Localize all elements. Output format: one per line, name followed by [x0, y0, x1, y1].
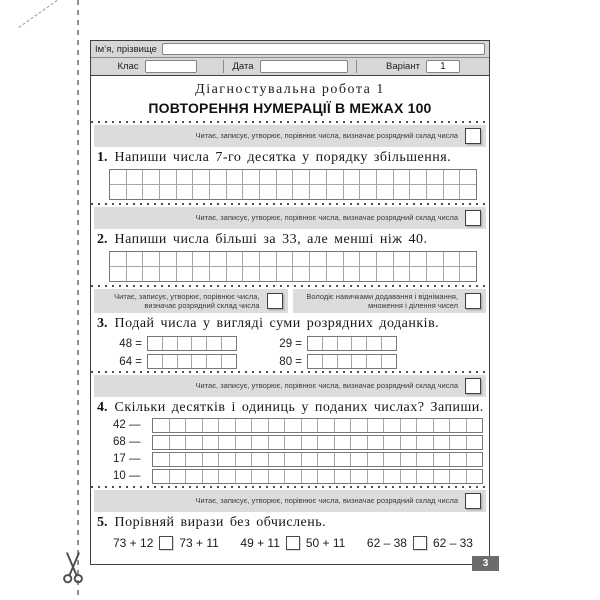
grid-cell[interactable] [367, 337, 381, 350]
grid-cell[interactable] [203, 419, 219, 432]
grid-cell[interactable] [219, 419, 235, 432]
expression-left: 49 + 11 [240, 535, 280, 550]
grid-cell[interactable] [377, 170, 393, 184]
grid-cell[interactable] [227, 267, 243, 281]
class-cell [91, 60, 223, 73]
grid-cell[interactable] [219, 436, 235, 449]
grid-cell[interactable] [368, 419, 384, 432]
task-text: Порівняй вирази без обчислень. [114, 514, 327, 530]
skill-text: Читає, записує, утворює, порівнює числа, визначає розрядний склад числа [195, 496, 458, 506]
grid-cell[interactable] [153, 453, 169, 466]
grid-cell[interactable] [394, 267, 410, 281]
grid-cell[interactable] [210, 252, 226, 266]
dotted-separator [91, 203, 489, 205]
date-cell [223, 60, 356, 73]
expression-left: 73 + 12 [113, 535, 154, 550]
skill-checkbox[interactable] [465, 210, 481, 226]
skill-checkbox[interactable] [465, 493, 481, 509]
grid-cell[interactable] [368, 436, 384, 449]
variant-input[interactable]: 1 [426, 60, 460, 73]
grid-cell[interactable] [410, 267, 426, 281]
grid-cell[interactable] [460, 185, 476, 199]
class-input[interactable] [145, 60, 197, 73]
grid-cell[interactable] [467, 453, 483, 466]
grid-cell[interactable] [186, 436, 202, 449]
grid-cell[interactable] [335, 419, 351, 432]
grid-cell[interactable] [427, 170, 443, 184]
grid-cell[interactable] [344, 267, 360, 281]
grid-cell[interactable] [127, 185, 143, 199]
grid-cell[interactable] [444, 252, 460, 266]
grid-cell[interactable] [401, 419, 417, 432]
grid-cell[interactable] [450, 419, 466, 432]
grid-cell[interactable] [384, 419, 400, 432]
grid-cell[interactable] [170, 470, 186, 483]
grid-cell[interactable] [219, 470, 235, 483]
grid-cell[interactable] [401, 436, 417, 449]
task-number: 2. [97, 231, 108, 247]
grid-cell[interactable] [318, 436, 334, 449]
grid-cell[interactable] [293, 170, 309, 184]
expression-left: 62 – 38 [366, 535, 407, 550]
dotted-separator [91, 121, 489, 123]
grid-cell[interactable] [335, 436, 351, 449]
answer-grid-80[interactable] [307, 354, 397, 369]
grid-cell[interactable] [417, 470, 433, 483]
grid-cell[interactable] [252, 470, 268, 483]
grid-cell[interactable] [160, 185, 176, 199]
grid-cell[interactable] [236, 453, 252, 466]
class-date-variant-row [91, 57, 489, 75]
task-1-heading [91, 149, 489, 168]
comparison-group [367, 536, 473, 550]
grid-cell[interactable] [153, 436, 169, 449]
grid-cell[interactable] [269, 436, 285, 449]
grid-cell[interactable] [427, 267, 443, 281]
grid-cell[interactable] [207, 355, 221, 368]
grid-cell[interactable] [427, 252, 443, 266]
grid-cell[interactable] [323, 355, 337, 368]
grid-cell[interactable] [310, 185, 326, 199]
grid-cell[interactable] [178, 355, 192, 368]
grid-cell[interactable] [243, 185, 259, 199]
grid-cell[interactable] [302, 419, 318, 432]
expression-right: 73 + 11 [179, 535, 219, 550]
grid-cell[interactable] [460, 252, 476, 266]
grid-cell[interactable] [351, 453, 367, 466]
grid-cell[interactable] [318, 470, 334, 483]
comparison-box[interactable] [286, 536, 300, 550]
grid-cell[interactable] [163, 355, 177, 368]
grid-cell[interactable] [192, 355, 206, 368]
grid-cell[interactable] [177, 170, 193, 184]
grid-cell[interactable] [277, 185, 293, 199]
task-3-heading [91, 315, 489, 334]
grid-cell[interactable] [410, 252, 426, 266]
skill-bar-3-right [293, 289, 487, 314]
grid-cell[interactable] [269, 453, 285, 466]
grid-cell[interactable] [178, 337, 192, 350]
grid-cell[interactable] [302, 436, 318, 449]
grid-cell[interactable] [269, 419, 285, 432]
grid-cell[interactable] [269, 470, 285, 483]
grid-cell[interactable] [434, 470, 450, 483]
grid-cell[interactable] [110, 185, 126, 199]
grid-cell[interactable] [260, 185, 276, 199]
grid-cell[interactable] [127, 267, 143, 281]
grid-cell[interactable] [177, 185, 193, 199]
grid-cell[interactable] [277, 252, 293, 266]
grid-cell[interactable] [293, 252, 309, 266]
grid-cell[interactable] [335, 453, 351, 466]
grid-cell[interactable] [444, 185, 460, 199]
grid-cell[interactable] [153, 419, 169, 432]
grid-cell[interactable] [434, 436, 450, 449]
grid-cell[interactable] [193, 170, 209, 184]
task-number: 1. [97, 150, 108, 165]
grid-cell[interactable] [427, 185, 443, 199]
grid-cell[interactable] [203, 470, 219, 483]
grid-cell[interactable] [318, 453, 334, 466]
grid-cell[interactable] [193, 267, 209, 281]
grid-cell[interactable] [344, 185, 360, 199]
grid-cell[interactable] [193, 252, 209, 266]
grid-cell[interactable] [252, 419, 268, 432]
grid-cell[interactable] [143, 267, 159, 281]
task-4-row [113, 469, 483, 484]
skill-bar-1 [94, 125, 486, 147]
grid-cell[interactable] [368, 470, 384, 483]
answer-grid-29[interactable] [307, 336, 397, 351]
grid-cell[interactable] [260, 170, 276, 184]
grid-cell[interactable] [327, 185, 343, 199]
skill-bar-2 [94, 207, 486, 229]
grid-cell[interactable] [219, 453, 235, 466]
skill-text [114, 292, 259, 311]
grid-cell[interactable] [450, 453, 466, 466]
grid-cell[interactable] [401, 453, 417, 466]
name-label: Ім’я, прізвище [95, 43, 157, 55]
grid-cell[interactable] [203, 453, 219, 466]
page-number-badge: 3 [472, 556, 499, 571]
equation-label: 80 = [279, 355, 302, 368]
grid-cell[interactable] [377, 252, 393, 266]
comparison-box[interactable] [413, 536, 427, 550]
grid-cell[interactable] [444, 267, 460, 281]
task-number: 3. [97, 316, 108, 332]
grid-cell[interactable] [285, 470, 301, 483]
skill-line-1: Володіє навичками додавання і віднімання, [306, 291, 458, 301]
grid-cell[interactable] [163, 337, 177, 350]
equation-label: 48 = [119, 337, 142, 350]
grid-cell[interactable] [236, 470, 252, 483]
comparison-group [113, 536, 219, 550]
grid-cell[interactable] [277, 170, 293, 184]
grid-cell[interactable] [338, 355, 352, 368]
grid-cell[interactable] [352, 337, 366, 350]
answer-grid-task-1[interactable] [109, 169, 477, 200]
grid-cell[interactable] [318, 419, 334, 432]
grid-cell[interactable] [344, 252, 360, 266]
grid-cell[interactable] [377, 185, 393, 199]
task-text: Напиши числа більші за 33, але менші ніж 40. [114, 231, 428, 247]
expression-right: 50 + 11 [305, 535, 346, 550]
date-input[interactable] [260, 60, 348, 73]
grid-cell[interactable] [360, 185, 376, 199]
grid-cell[interactable] [417, 436, 433, 449]
grid-cell[interactable] [170, 436, 186, 449]
grid-cell[interactable] [384, 453, 400, 466]
grid-cell[interactable] [210, 267, 226, 281]
grid-cell[interactable] [110, 267, 126, 281]
equation-label: 64 = [119, 355, 142, 368]
grid-cell[interactable] [384, 436, 400, 449]
task-number: 5. [97, 514, 108, 530]
skill-line-2: множення і ділення чисел [368, 300, 458, 310]
class-label: Клас [117, 61, 139, 72]
grid-cell[interactable] [153, 470, 169, 483]
grid-cell[interactable] [285, 453, 301, 466]
grid-cell[interactable] [222, 355, 236, 368]
grid-cell[interactable] [243, 267, 259, 281]
grid-cell[interactable] [327, 170, 343, 184]
grid-cell[interactable] [293, 267, 309, 281]
skill-bar-3-left [94, 289, 288, 314]
grid-cell[interactable] [384, 470, 400, 483]
vertical-cut-line [77, 0, 79, 600]
grid-cell[interactable] [236, 419, 252, 432]
grid-cell[interactable] [186, 419, 202, 432]
grid-cell[interactable] [444, 170, 460, 184]
task-text: Напиши числа 7-го десятка у порядку збільшення. [114, 150, 452, 165]
grid-cell[interactable] [143, 185, 159, 199]
grid-cell[interactable] [160, 252, 176, 266]
grid-cell[interactable] [394, 170, 410, 184]
skill-text: Читає, записує, утворює, порівнює числа, визначає розрядний склад числа [195, 213, 458, 223]
grid-cell[interactable] [127, 170, 143, 184]
grid-cell[interactable] [308, 355, 322, 368]
work-title: Діагностувальна робота 1 [195, 82, 385, 97]
grid-cell[interactable] [227, 185, 243, 199]
grid-cell[interactable] [351, 436, 367, 449]
grid-cell[interactable] [210, 170, 226, 184]
grid-cell[interactable] [460, 267, 476, 281]
grid-cell[interactable] [260, 267, 276, 281]
skill-checkbox[interactable] [267, 293, 283, 309]
skill-checkbox[interactable] [465, 293, 481, 309]
grid-cell[interactable] [277, 267, 293, 281]
skill-bar-split [94, 289, 486, 314]
answer-grid-17[interactable] [152, 452, 483, 467]
grid-cell[interactable] [360, 267, 376, 281]
grid-cell[interactable] [210, 185, 226, 199]
answer-grid-68[interactable] [152, 435, 483, 450]
task-4-heading [91, 399, 489, 418]
grid-cell[interactable] [302, 470, 318, 483]
grid-cell[interactable] [293, 185, 309, 199]
grid-cell[interactable] [434, 453, 450, 466]
task-2-heading [91, 231, 489, 250]
grid-cell[interactable] [192, 337, 206, 350]
grid-cell[interactable] [335, 470, 351, 483]
skill-text: Читає, записує, утворює, порівнює числа, визначає розрядний склад числа [195, 381, 458, 391]
grid-cell[interactable] [450, 436, 466, 449]
topic-title: ПОВТОРЕННЯ НУМЕРАЦІЇ В МЕЖАХ 100 [148, 100, 432, 116]
grid-cell[interactable] [394, 252, 410, 266]
grid-cell[interactable] [243, 170, 259, 184]
grid-cell[interactable] [243, 252, 259, 266]
answer-grid-task-2[interactable] [109, 251, 477, 282]
grid-cell[interactable] [467, 470, 483, 483]
dotted-separator [91, 486, 489, 488]
grid-cell[interactable] [368, 453, 384, 466]
expression-right: 62 – 33 [432, 535, 473, 550]
grid-cell[interactable] [170, 419, 186, 432]
task-4-row [113, 418, 483, 433]
skill-text: Читає, записує, утворює, порівнює числа, визначає розрядний склад числа [195, 131, 458, 141]
grid-cell[interactable] [143, 252, 159, 266]
grid-cell[interactable] [382, 355, 396, 368]
grid-cell[interactable] [460, 170, 476, 184]
grid-cell[interactable] [410, 185, 426, 199]
dotted-separator [91, 371, 489, 373]
grid-cell[interactable] [310, 252, 326, 266]
grid-cell[interactable] [127, 252, 143, 266]
grid-cell[interactable] [434, 419, 450, 432]
grid-cell[interactable] [110, 170, 126, 184]
name-input[interactable] [162, 43, 485, 55]
row-label: 17 — [113, 453, 141, 466]
grid-cell[interactable] [203, 436, 219, 449]
equation-label: 29 = [279, 337, 302, 350]
variant-label: Варіант [386, 61, 420, 72]
task-text: Подай числа у вигляді суми розрядних доданків. [114, 316, 440, 332]
grid-cell[interactable] [352, 355, 366, 368]
grid-cell[interactable] [327, 267, 343, 281]
task-number: 4. [97, 400, 108, 416]
grid-cell[interactable] [467, 436, 483, 449]
task-5-comparisons [113, 536, 473, 550]
row-label: 10 — [113, 470, 141, 483]
worksheet-frame [90, 40, 490, 565]
grid-cell[interactable] [260, 252, 276, 266]
answer-grid-48[interactable] [147, 336, 237, 351]
grid-cell[interactable] [193, 185, 209, 199]
grid-cell[interactable] [285, 436, 301, 449]
grid-cell[interactable] [310, 170, 326, 184]
answer-grid-10[interactable] [152, 469, 483, 484]
task-text: Скільки десятків і одиниць у поданих числах? Запиши. [114, 400, 484, 416]
dotted-separator [91, 285, 489, 287]
grid-cell[interactable] [148, 337, 162, 350]
task-5-heading [91, 514, 489, 533]
grid-cell[interactable] [177, 267, 193, 281]
grid-cell[interactable] [401, 470, 417, 483]
title-block [91, 76, 489, 120]
grid-cell[interactable] [186, 453, 202, 466]
grid-cell[interactable] [450, 470, 466, 483]
grid-cell[interactable] [143, 170, 159, 184]
grid-cell[interactable] [177, 252, 193, 266]
grid-cell[interactable] [308, 337, 322, 350]
grid-cell[interactable] [148, 355, 162, 368]
skill-checkbox[interactable] [465, 128, 481, 144]
date-label: Дата [232, 61, 254, 72]
skill-bar-4 [94, 375, 486, 397]
grid-cell[interactable] [394, 185, 410, 199]
grid-cell[interactable] [285, 419, 301, 432]
comparison-group [240, 536, 345, 550]
grid-cell[interactable] [367, 355, 381, 368]
skill-line-2: визначає розрядний склад числа [144, 300, 260, 310]
grid-cell[interactable] [160, 170, 176, 184]
header-band [91, 41, 489, 76]
grid-cell[interactable] [410, 170, 426, 184]
answer-grid-64[interactable] [147, 354, 237, 369]
grid-cell[interactable] [227, 252, 243, 266]
grid-cell[interactable] [417, 453, 433, 466]
grid-cell[interactable] [310, 267, 326, 281]
grid-cell[interactable] [227, 170, 243, 184]
task-3-equations [113, 336, 489, 369]
grid-cell[interactable] [351, 419, 367, 432]
grid-cell[interactable] [360, 170, 376, 184]
grid-cell[interactable] [170, 453, 186, 466]
diagonal-cut-mark [18, 0, 61, 28]
comparison-box[interactable] [159, 536, 173, 550]
grid-cell[interactable] [160, 267, 176, 281]
skill-checkbox[interactable] [465, 378, 481, 394]
skill-line-1: Читає, записує, утворює, порівнює числа, [114, 291, 260, 301]
grid-cell[interactable] [351, 470, 367, 483]
grid-cell[interactable] [382, 337, 396, 350]
grid-cell[interactable] [417, 419, 433, 432]
grid-cell[interactable] [338, 337, 352, 350]
grid-cell[interactable] [377, 267, 393, 281]
grid-cell[interactable] [110, 252, 126, 266]
grid-cell[interactable] [236, 436, 252, 449]
task-4-row [113, 435, 483, 450]
name-row [91, 41, 489, 57]
row-label: 68 — [113, 436, 141, 449]
grid-cell[interactable] [252, 453, 268, 466]
grid-cell[interactable] [327, 252, 343, 266]
grid-cell[interactable] [344, 170, 360, 184]
row-label: 42 — [113, 419, 141, 432]
answer-grid-42[interactable] [152, 418, 483, 433]
grid-cell[interactable] [360, 252, 376, 266]
grid-cell[interactable] [252, 436, 268, 449]
grid-cell[interactable] [186, 470, 202, 483]
scissors-icon [60, 549, 86, 585]
skill-bar-5 [94, 490, 486, 512]
task-4-row [113, 452, 483, 467]
grid-cell[interactable] [467, 419, 483, 432]
grid-cell[interactable] [222, 337, 236, 350]
skill-text [306, 292, 458, 311]
grid-cell[interactable] [207, 337, 221, 350]
variant-cell [356, 60, 489, 73]
grid-cell[interactable] [323, 337, 337, 350]
grid-cell[interactable] [302, 453, 318, 466]
